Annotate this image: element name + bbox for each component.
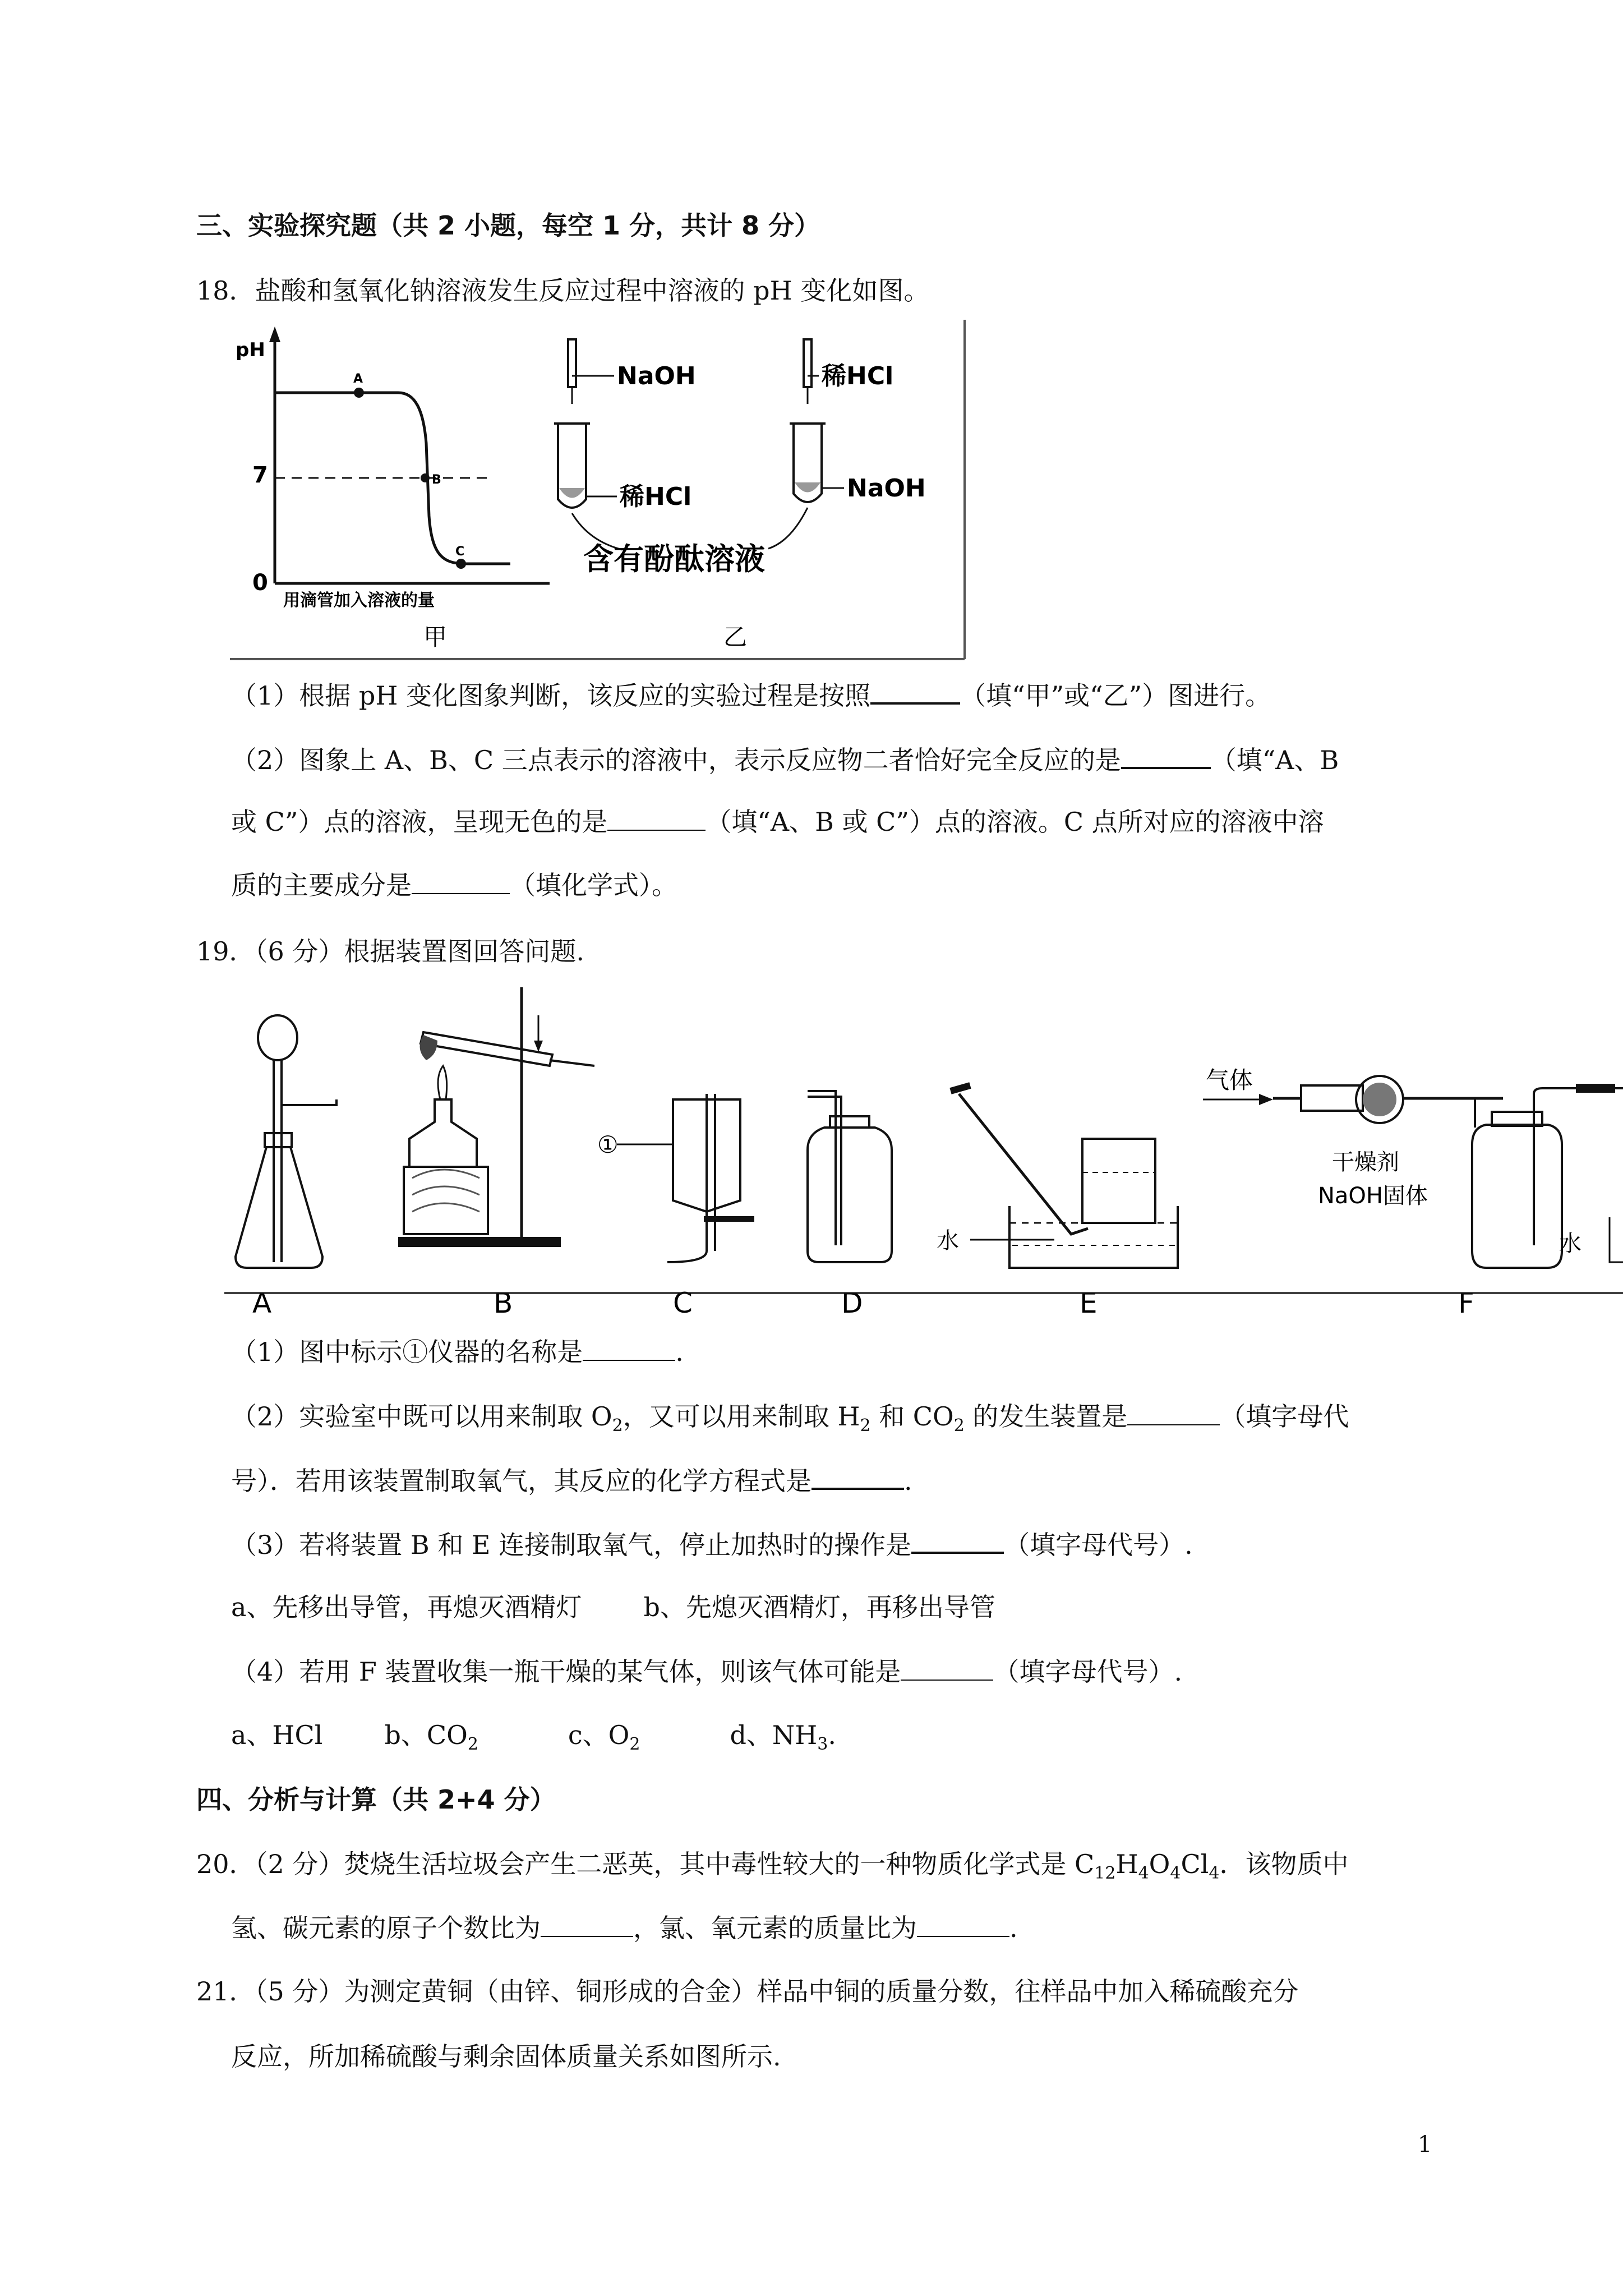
point-a-marker	[354, 388, 364, 398]
water-label-e: 水	[937, 1228, 959, 1254]
apparatus-e	[937, 1085, 1178, 1268]
left-dropper-label: NaOH	[617, 362, 696, 390]
y-tick-0: 0	[252, 570, 268, 596]
answer-blank[interactable]	[811, 1463, 904, 1490]
label-c: C	[673, 1287, 693, 1319]
q19-part2-cont: 号）．若用该装置制取氧气，其反应的化学方程式是 .	[231, 1463, 912, 1498]
q19-part1: （1）图中标示①仪器的名称是 .	[231, 1335, 684, 1369]
label-d: D	[841, 1287, 863, 1319]
section-3-heading: 三、实验探究题（共 2 小题，每空 1 分，共计 8 分）	[196, 210, 820, 241]
q19-part4-options	[231, 1718, 836, 1761]
point-a-label: A	[353, 372, 363, 386]
y-tick-7: 7	[252, 462, 268, 488]
caption-jia: 甲	[423, 623, 448, 651]
x-axis-label: 用滴管加入溶液的量	[283, 591, 435, 610]
apparatus-figure	[224, 982, 1623, 1329]
q18-part2-end: 质的主要成分是 （填化学式）。	[231, 868, 677, 902]
desiccant-label: 干燥剂	[1332, 1149, 1399, 1175]
q19-part3: （3）若将装置 B 和 E 连接制取氧气，停止加热时的操作是 （填字母代号）.	[231, 1527, 1193, 1562]
question-20: 20．（2 分）焚烧生活垃圾会产生二恶英，其中毒性较大的一种物质化学式是 $C_{12}H_4O_4Cl_4$．该物质中	[196, 1849, 1349, 1883]
question-21: 21．（5 分）为测定黄铜（由锌、铜形成的合金）样品中铜的质量分数，往样品中加入稀硫酸充分	[196, 1976, 1299, 2007]
common-solution-label: 含有酚酞溶液	[583, 541, 765, 577]
ph-curve-figure	[230, 320, 970, 662]
answer-blank[interactable]	[917, 1911, 1009, 1937]
apparatus-a	[236, 1015, 336, 1268]
apparatus-d	[808, 1091, 892, 1262]
water-label-f: 水	[1559, 1231, 1581, 1257]
choice-d: d、$NH_3$.	[730, 1720, 837, 1754]
q18-part2-cont: 或 C”）点的溶液，呈现无色的是 （填“A、B 或 C”）点的溶液。C 点所对应的溶液中溶	[231, 805, 1324, 839]
apparatus-f	[1203, 1066, 1623, 1268]
answer-blank[interactable]	[1121, 742, 1211, 769]
label-a: A	[252, 1287, 272, 1319]
question-20-cont: 氢、碳元素的原子个数比为 ，氯、氧元素的质量比为 .	[231, 1911, 1018, 1945]
right-dropper-label: 稀HCl	[822, 362, 894, 390]
q19-part4: （4）若用 F 装置收集一瓶干燥的某气体，则该气体可能是 （填字母代号）.	[231, 1655, 1182, 1688]
answer-blank[interactable]	[1127, 1400, 1220, 1425]
instrument-marker-1: ①	[597, 1131, 619, 1158]
q18-part1: （1）根据 pH 变化图象判断，该反应的实验过程是按照 （填“甲”或“乙”）图进行。	[231, 678, 1271, 712]
choice-b: b、$CO_2$	[384, 1720, 478, 1754]
y-axis-label: pH	[236, 339, 265, 361]
answer-blank[interactable]	[911, 1527, 1004, 1554]
question-21-cont: 反应，所加稀硫酸与剩余固体质量关系如图所示.	[231, 2041, 781, 2072]
left-tube-label: 稀HCl	[620, 482, 692, 511]
question-18-stem: 18．盐酸和氢氧化钠溶液发生反应过程中溶液的 pH 变化如图。	[196, 275, 930, 306]
q18-part2: （2）图象上 A、B、C 三点表示的溶液中，表示反应物二者恰好完全反应的是 （填“A、B	[231, 742, 1339, 777]
point-c-marker	[456, 559, 466, 569]
apparatus-c	[597, 1094, 754, 1262]
answer-blank[interactable]	[870, 678, 960, 705]
point-b-marker	[421, 473, 430, 482]
q19-part3-options	[231, 1590, 995, 1624]
label-e: E	[1080, 1287, 1098, 1319]
section-4-heading: 四、分析与计算（共 2+4 分）	[196, 1784, 556, 1815]
option-a: a、先移出导管，再熄灭酒精灯	[231, 1592, 582, 1622]
caption-yi: 乙	[723, 623, 748, 651]
answer-blank[interactable]	[901, 1655, 993, 1681]
answer-blank[interactable]	[541, 1911, 633, 1937]
choice-c: c、$O_2$	[568, 1720, 640, 1754]
point-b-label: B	[432, 473, 441, 487]
option-b: b、先熄灭酒精灯，再移出导管	[643, 1592, 995, 1622]
right-tube-label: NaOH	[847, 474, 926, 503]
q19-part2: （2）实验室中既可以用来制取 $O_2$，又可以用来制取 $H_2$ 和 $CO_2$ 的发生装置是 （填字母代	[231, 1400, 1349, 1443]
question-19-stem: 19．（6 分）根据装置图回答问题.	[196, 936, 585, 967]
label-f: F	[1458, 1287, 1474, 1319]
point-c-label: C	[455, 545, 465, 559]
page-number: 1	[1418, 2132, 1432, 2157]
naoh-solid-label: NaOH固体	[1318, 1183, 1428, 1209]
label-b: B	[494, 1287, 513, 1319]
answer-blank[interactable]	[607, 805, 706, 831]
answer-blank[interactable]	[412, 868, 510, 894]
choice-a: a、HCl	[231, 1720, 323, 1750]
apparatus-b	[398, 987, 594, 1247]
gas-label: 气体	[1206, 1066, 1253, 1094]
answer-blank[interactable]	[583, 1335, 675, 1361]
